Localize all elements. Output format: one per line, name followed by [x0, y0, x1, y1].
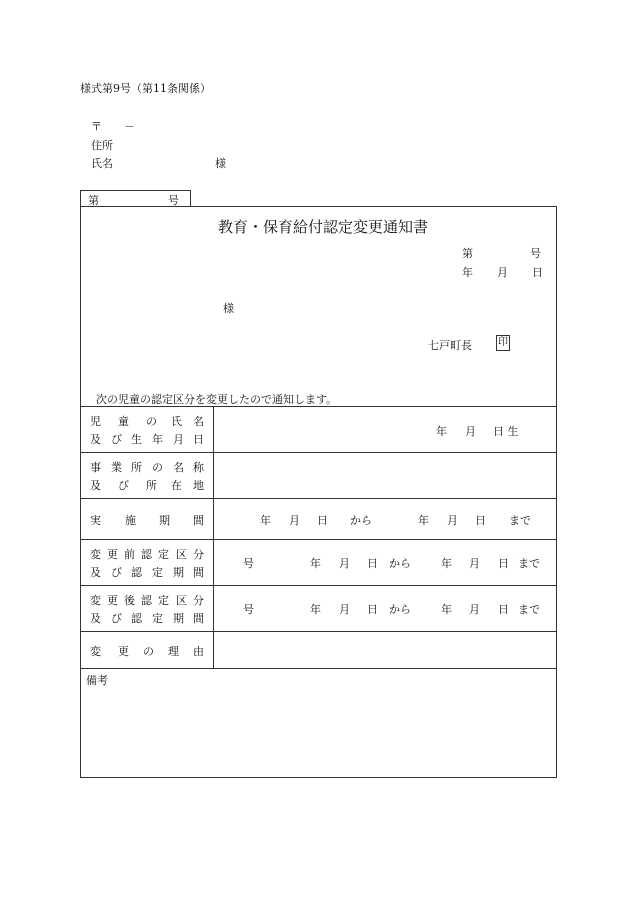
label-char: 由: [193, 645, 204, 658]
label-char: 認: [141, 594, 152, 607]
value-text: から: [350, 514, 372, 527]
seal-text: 印: [496, 335, 510, 351]
issue-no-go: 号: [530, 247, 541, 260]
label-char: 変: [90, 645, 101, 658]
label-char: 日: [193, 433, 204, 446]
label-char: 所: [131, 461, 142, 474]
label-char: 認: [131, 612, 142, 625]
value-text: 日: [498, 603, 509, 616]
label-char: 更: [107, 594, 118, 607]
label-char: 区: [176, 594, 187, 607]
value-text: 年: [310, 603, 321, 616]
document-title: 教育・保育給付認定変更通知書: [218, 218, 429, 236]
label-char: 分: [193, 548, 204, 561]
label-char: 認: [131, 566, 142, 579]
value-text: まで: [518, 603, 540, 616]
value-text: 日 生: [493, 425, 519, 438]
name-honorific: 様: [215, 157, 226, 170]
label-char: 及: [90, 566, 101, 579]
label-char: 理: [168, 645, 179, 658]
value-text: から: [389, 603, 411, 616]
label-char: 前: [124, 548, 135, 561]
row-divider: [80, 452, 557, 453]
remarks-label: 備考: [86, 674, 108, 687]
value-text: 号: [243, 557, 254, 570]
label-char: び: [111, 433, 122, 446]
label-char: 童: [118, 415, 129, 428]
label-char: び: [111, 612, 122, 625]
label-char: 定: [152, 566, 163, 579]
label-char: 名: [193, 415, 204, 428]
label-char: 生: [131, 433, 142, 446]
label-char: 児: [90, 415, 101, 428]
value-text: 月: [339, 557, 350, 570]
label-char: 変: [90, 594, 101, 607]
label-char: 称: [193, 461, 204, 474]
row-divider: [80, 585, 557, 586]
label-char: 定: [158, 594, 169, 607]
value-text: 月: [447, 514, 458, 527]
date-day: 日: [532, 266, 543, 279]
label-char: 間: [193, 566, 204, 579]
row-divider: [80, 668, 557, 669]
issue-no-dai: 第: [462, 247, 473, 260]
value-text: から: [389, 557, 411, 570]
label-char: 名: [173, 461, 184, 474]
value-text: 日: [475, 514, 486, 527]
label-char: 更: [107, 548, 118, 561]
form-number: 様式第9号（第11条関係）: [80, 82, 211, 95]
value-text: 年: [441, 557, 452, 570]
row-divider: [80, 498, 557, 499]
label-char: 及: [90, 612, 101, 625]
label-char: 認: [141, 548, 152, 561]
label-char: 事: [90, 461, 101, 474]
column-divider: [213, 406, 214, 668]
value-text: 年: [436, 425, 447, 438]
label-char: 更: [118, 645, 129, 658]
label-char: び: [111, 566, 122, 579]
issuer: 七戸町長: [428, 339, 472, 352]
date-year: 年: [462, 266, 473, 279]
value-text: 年: [418, 514, 429, 527]
label-char: 間: [193, 612, 204, 625]
label-char: 在: [171, 479, 182, 492]
value-text: 月: [469, 603, 480, 616]
row-divider: [80, 406, 557, 407]
label-char: 区: [176, 548, 187, 561]
value-text: まで: [509, 514, 531, 527]
number-box: [80, 190, 191, 206]
row-divider: [80, 539, 557, 540]
value-text: 月: [339, 603, 350, 616]
value-text: 年: [310, 557, 321, 570]
value-text: 日: [367, 557, 378, 570]
label-char: 所: [146, 479, 157, 492]
name-label: 氏名: [91, 157, 113, 170]
label-char: の: [143, 645, 154, 658]
label-char: 実: [90, 514, 101, 527]
value-text: 号: [243, 603, 254, 616]
label-char: 施: [125, 514, 136, 527]
label-char: 氏: [171, 415, 182, 428]
label-char: 期: [173, 566, 184, 579]
label-char: 年: [152, 433, 163, 446]
date-month: 月: [497, 266, 508, 279]
address-label: 住所: [91, 139, 113, 152]
label-char: 期: [159, 514, 170, 527]
label-char: の: [152, 461, 163, 474]
label-char: 後: [124, 594, 135, 607]
label-char: 定: [158, 548, 169, 561]
seal-stamp: [496, 335, 510, 351]
label-char: の: [146, 415, 157, 428]
value-text: 日: [367, 603, 378, 616]
label-char: 期: [173, 612, 184, 625]
value-text: 年: [260, 514, 271, 527]
label-char: 分: [193, 594, 204, 607]
label-char: 業: [111, 461, 122, 474]
label-char: 間: [193, 514, 204, 527]
label-char: 地: [193, 479, 204, 492]
value-text: 月: [469, 557, 480, 570]
addressee-honorific: 様: [223, 302, 234, 315]
label-char: 月: [173, 433, 184, 446]
label-char: び: [118, 479, 129, 492]
postal-code-label: 〒 －: [91, 120, 135, 133]
number-box-dai: 第: [88, 194, 99, 207]
label-char: 及: [90, 479, 101, 492]
value-text: 日: [498, 557, 509, 570]
value-text: 日: [317, 514, 328, 527]
label-char: 変: [90, 548, 101, 561]
label-char: 及: [90, 433, 101, 446]
value-text: 年: [441, 603, 452, 616]
label-char: 定: [152, 612, 163, 625]
value-text: 月: [289, 514, 300, 527]
value-text: 月: [465, 425, 476, 438]
row-divider: [80, 631, 557, 632]
value-text: まで: [518, 557, 540, 570]
number-box-go: 号: [168, 194, 179, 207]
notice-text: 次の児童の認定区分を変更したので通知します。: [96, 393, 338, 406]
